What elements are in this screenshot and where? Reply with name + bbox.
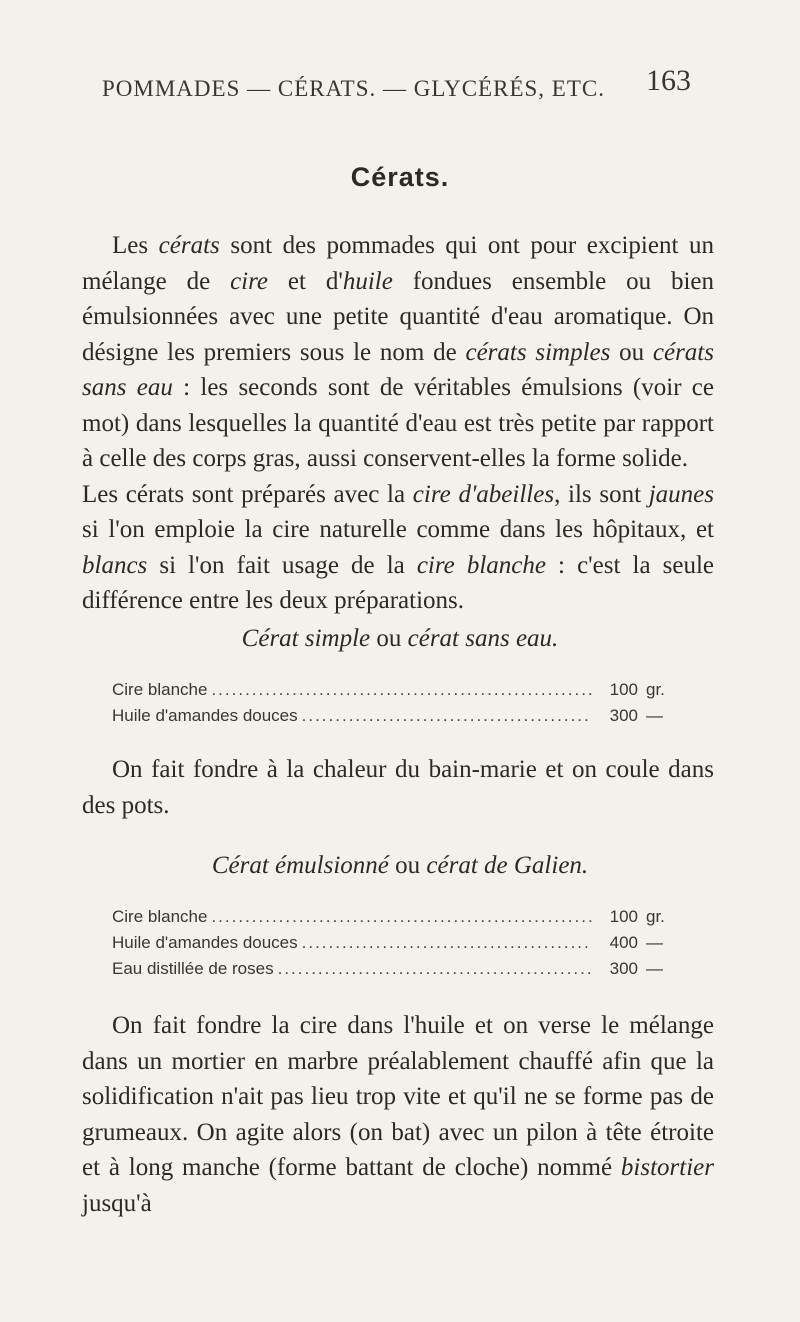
ingredient-unit: gr. <box>646 907 665 926</box>
leader-dots <box>302 930 592 956</box>
leader-dots <box>278 956 592 982</box>
text-run: ou <box>610 338 653 366</box>
section-title: Cérats. <box>350 162 450 192</box>
text-run: jusqu'à <box>82 1189 152 1217</box>
ingredient-quantity: 100 <box>609 680 638 699</box>
leader-dots <box>302 703 592 729</box>
leader-dots <box>211 904 592 930</box>
recipe-instructions-simple <box>82 752 714 823</box>
italic-term: cérats <box>158 232 220 259</box>
paragraph-preparation <box>82 477 714 619</box>
text-run: fondues ensemble ou bien émulsionnées avec une petite quantité d'eau aromatique. On désigne les premiers sous le nom de <box>82 267 714 366</box>
page-number: 163 <box>646 64 691 97</box>
italic-term: cérats sans eau <box>82 338 714 401</box>
ingredient-unit: — <box>646 706 663 725</box>
recipe-list-simple <box>112 677 682 729</box>
text-run: et d' <box>268 267 343 295</box>
instructions-text <box>82 1008 714 1221</box>
ingredient-unit: gr. <box>646 680 665 699</box>
recipe-item <box>112 677 682 703</box>
italic-term: cérats simples <box>465 338 611 366</box>
ingredient-name: Cire blanche <box>112 680 208 699</box>
ingredient-unit: — <box>646 933 663 952</box>
text-run: : c'est la seule différence entre les deux préparations. <box>82 551 714 614</box>
ingredient-quantity: 100 <box>609 907 638 926</box>
italic-term: blancs <box>82 551 148 579</box>
recipe-title-part: Cérat simple <box>241 625 371 652</box>
recipe-title-part: Cérat émulsionné <box>211 852 389 879</box>
text-run: On fait fondre la cire dans l'huile et on verse le mélange dans un mortier en marbre préalablement chauffé afin que la solidification n'ait pas lieu trop vite et qu'il ne se forme pas de grumeaux. On agite alors (on bat) avec un pilon à tête étroite et à long manche (forme battant de cloche) nommé <box>82 1012 714 1181</box>
italic-term: cire blanche <box>416 551 546 579</box>
paragraph-definition <box>82 228 714 477</box>
recipe-item <box>112 904 682 930</box>
recipe-list-galien <box>112 904 682 982</box>
text-run: Les <box>112 232 159 259</box>
ingredient-name: Huile d'amandes douces <box>112 706 298 725</box>
ingredient-name: Cire blanche <box>112 907 208 926</box>
ingredient-quantity: 300 <box>609 959 638 978</box>
text-run: , ils sont <box>554 480 649 508</box>
ingredient-name: Huile d'amandes douces <box>112 933 298 952</box>
recipe-item <box>112 930 682 956</box>
recipe-item <box>112 703 682 729</box>
instructions-text: On fait fondre à la chaleur du bain-marie et on coule dans des pots. <box>82 756 714 819</box>
recipe-title-part: cérat sans eau. <box>407 625 559 652</box>
italic-term: cire d'abeilles <box>412 480 555 508</box>
recipe-title-part: cérat de Galien. <box>426 852 589 879</box>
ingredient-quantity: 400 <box>609 933 638 952</box>
recipe-item <box>112 956 682 982</box>
text-run: : les seconds sont de véritables émulsions (voir ce mot) dans lesquelles la quantité d'eau est très petite par rapport à celle des corps gras, aussi conservent-elles la forme solide. <box>82 374 715 472</box>
italic-term: cire <box>230 267 269 295</box>
recipe-title-part: ou <box>370 625 408 652</box>
italic-term: jaunes <box>648 480 715 508</box>
recipe-title-simple <box>0 625 800 653</box>
ingredient-quantity: 300 <box>609 706 638 725</box>
intro-paragraphs <box>82 228 714 619</box>
recipe-instructions-galien <box>82 1008 714 1221</box>
italic-term: huile <box>342 267 393 295</box>
italic-term: bistortier <box>620 1154 714 1181</box>
ingredient-unit: — <box>646 959 663 978</box>
running-head: POMMADES — CÉRATS. — GLYCÉRÉS, ETC. <box>102 76 605 101</box>
text-run: Les cérats sont préparés avec la <box>82 480 413 508</box>
ingredient-name: Eau distillée de roses <box>112 959 274 978</box>
text-run: si l'on emploie la cire naturelle comme dans les hôpitaux, et <box>82 516 714 543</box>
recipe-title-part: ou <box>388 852 427 879</box>
leader-dots <box>211 677 592 703</box>
recipe-title-galien <box>0 852 800 880</box>
text-run: si l'on fait usage de la <box>147 551 417 579</box>
text-run: sont des pommades qui ont pour excipient un mélange de <box>82 232 714 295</box>
